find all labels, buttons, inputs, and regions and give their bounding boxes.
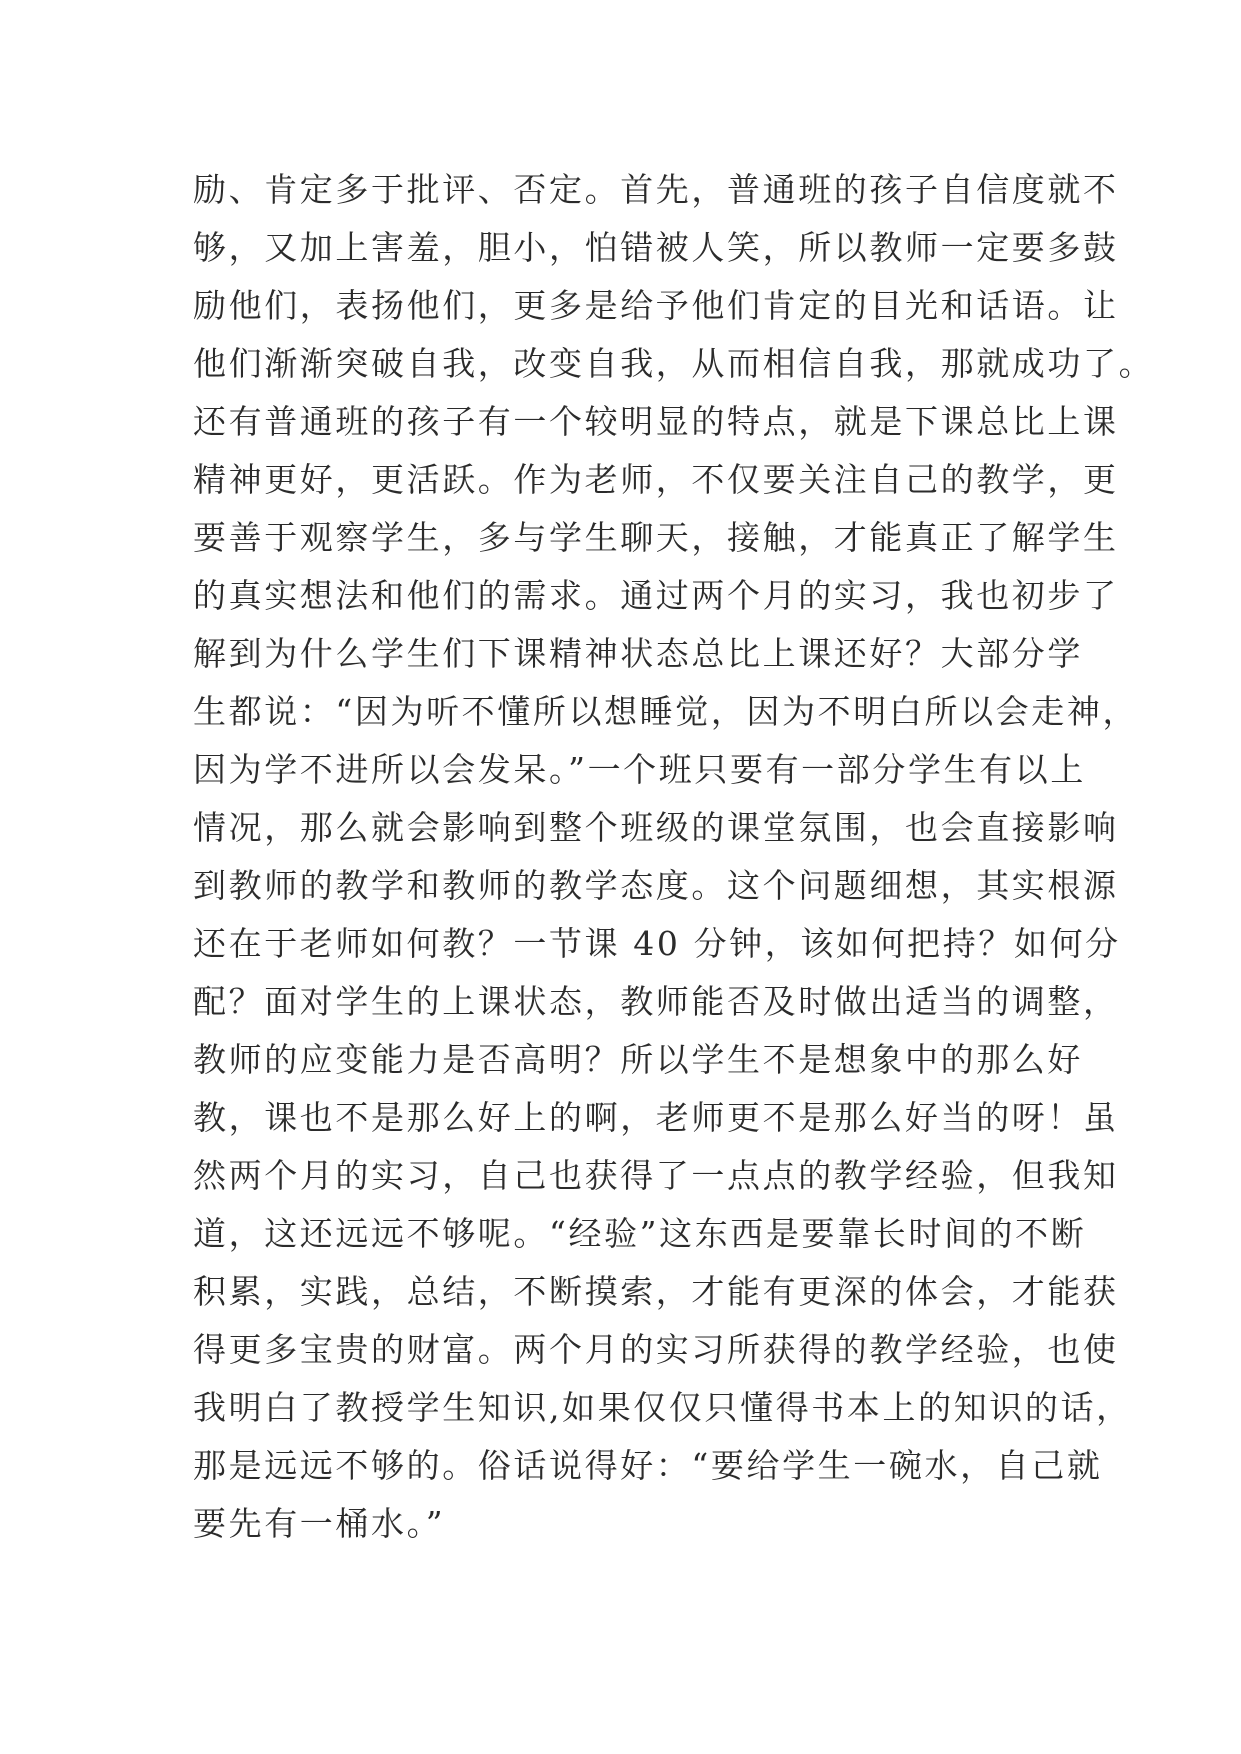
- text-line: 我明白了教授学生知识,如果仅仅只懂得书本上的知识的话，: [193, 1388, 1132, 1427]
- text-line: 道，这还远远不够呢。“经验”这东西是要靠长时间的不断: [193, 1214, 1087, 1253]
- text-line: 因为学不进所以会发呆。”一个班只要有一部分学生有以上: [193, 750, 1086, 789]
- text-line: 那是远远不够的。俗话说得好：“要给学生一碗水，自己就: [193, 1446, 1103, 1485]
- text-line: 教，课也不是那么好上的啊，老师更不是那么好当的呀！虽: [193, 1098, 1119, 1137]
- text-line: 生都说：“因为听不懂所以想睡觉，因为不明白所以会走神，: [193, 692, 1139, 731]
- text-line: 还在于老师如何教？一节课 40 分钟，该如何把持？如何分: [193, 924, 1121, 963]
- text-line: 还有普通班的孩子有一个较明显的特点，就是下课总比上课: [193, 402, 1119, 441]
- text-line: 情况，那么就会影响到整个班级的课堂氛围，也会直接影响: [193, 808, 1119, 847]
- text-line: 够，又加上害羞，胆小，怕错被人笑，所以教师一定要多鼓: [193, 228, 1119, 267]
- text-line: 到教师的教学和教师的教学态度。这个问题细想，其实根源: [193, 866, 1119, 905]
- text-line: 配？面对学生的上课状态，教师能否及时做出适当的调整，: [193, 982, 1119, 1021]
- text-line: 要善于观察学生，多与学生聊天，接触，才能真正了解学生: [193, 518, 1119, 557]
- text-line: 励、肯定多于批评、否定。首先，普通班的孩子自信度就不: [193, 170, 1119, 209]
- text-line: 然两个月的实习，自己也获得了一点点的教学经验，但我知: [193, 1156, 1119, 1195]
- text-line: 他们渐渐突破自我，改变自我，从而相信自我，那就成功了。: [193, 344, 1155, 383]
- text-line: 教师的应变能力是否高明？所以学生不是想象中的那么好: [193, 1040, 1083, 1079]
- body-paragraph: [193, 161, 1155, 1553]
- text-line: 得更多宝贵的财富。两个月的实习所获得的教学经验，也使: [193, 1330, 1119, 1369]
- text-line: 精神更好，更活跃。作为老师，不仅要关注自己的教学，更: [193, 460, 1119, 499]
- text-line: 解到为什么学生们下课精神状态总比上课还好？大部分学: [193, 634, 1083, 673]
- text-line: 励他们，表扬他们，更多是给予他们肯定的目光和话语。让: [193, 286, 1119, 325]
- text-line: 要先有一桶水。”: [193, 1504, 446, 1543]
- text-line: 积累，实践，总结，不断摸索，才能有更深的体会，才能获: [193, 1272, 1119, 1311]
- text-line: 的真实想法和他们的需求。通过两个月的实习，我也初步了: [193, 576, 1119, 615]
